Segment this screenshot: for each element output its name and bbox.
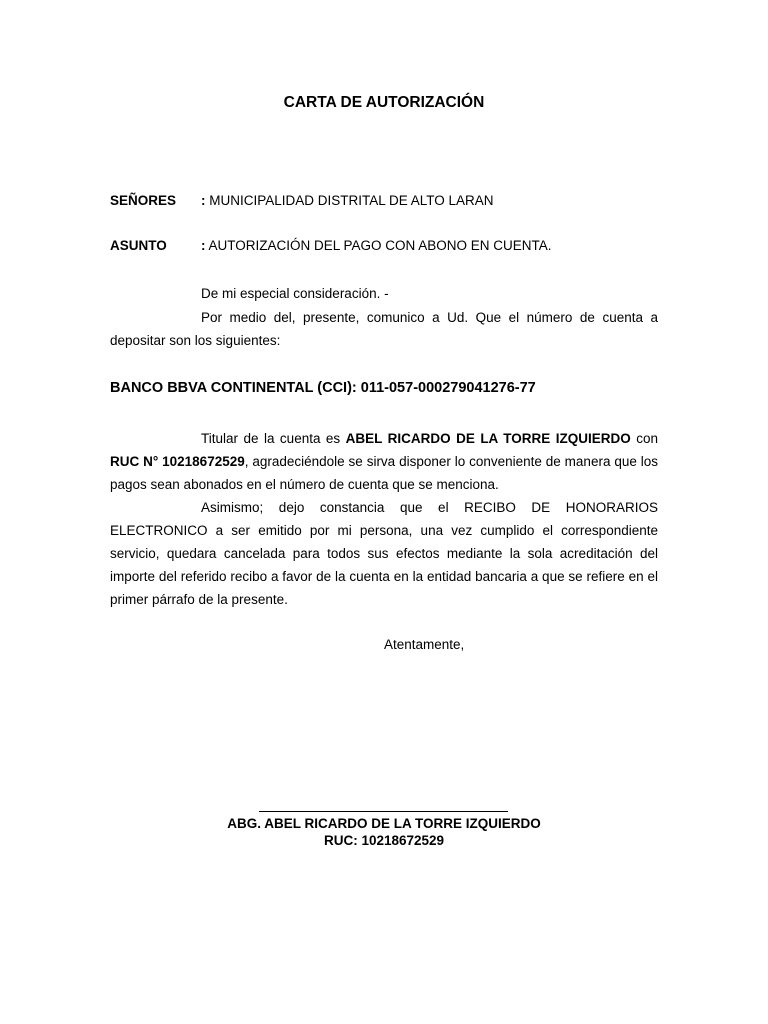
signature-ruc: RUC: 10218672529 xyxy=(323,833,445,848)
recipient-value: MUNICIPALIDAD DISTRITAL DE ALTO LARAN xyxy=(205,193,494,208)
bank-account-line: BANCO BBVA CONTINENTAL (CCI): 011-057-000279041276-77 xyxy=(110,380,536,396)
recipient-label: SEÑORES xyxy=(110,193,177,208)
holder-paragraph xyxy=(110,427,658,496)
recipient-colon: : xyxy=(201,193,206,208)
holder-name: ABEL RICARDO DE LA TORRE IZQUIERDO xyxy=(345,431,631,446)
holder-text-1: Titular de la cuenta es xyxy=(201,431,346,446)
letter-title: CARTA DE AUTORIZACIÓN xyxy=(283,94,485,111)
recipient-row xyxy=(110,193,658,208)
receipt-paragraph xyxy=(110,496,658,611)
closing-text: Atentamente, xyxy=(384,637,465,652)
intro-text: Por medio del, presente, comunico a Ud. Que el número de cuenta a depositar son los siguientes: xyxy=(110,310,658,348)
subject-colon: : xyxy=(201,238,206,253)
subject-value: AUTORIZACIÓN DEL PAGO CON ABONO EN CUENTA. xyxy=(205,238,552,253)
intro-paragraph xyxy=(110,306,658,352)
signature-block xyxy=(0,815,768,849)
greeting-text: De mi especial consideración. - xyxy=(201,286,389,301)
holder-text-3: , agradeciéndole se sirva disponer lo conveniente de manera que los pagos sean abonados en el número de cuenta que se menciona. xyxy=(110,454,658,492)
greeting-line xyxy=(110,282,658,305)
holder-ruc: RUC N° 10218672529 xyxy=(110,454,245,469)
subject-label: ASUNTO xyxy=(110,238,167,253)
signature-line xyxy=(259,811,508,812)
holder-text-2: con xyxy=(630,431,658,446)
subject-row xyxy=(110,238,658,253)
signature-name: ABG. ABEL RICARDO DE LA TORRE IZQUIERDO xyxy=(227,816,541,831)
receipt-text: Asimismo; dejo constancia que el RECIBO DE HONORARIOS ELECTRONICO a ser emitido por mi persona, una vez cumplido el correspondiente servicio, quedara cancelada para todos sus efectos mediante la sola acreditación del importe del referido recibo a favor de la cuenta en la entidad bancaria a que se refiere en el primer párrafo de la presente. xyxy=(110,500,658,607)
